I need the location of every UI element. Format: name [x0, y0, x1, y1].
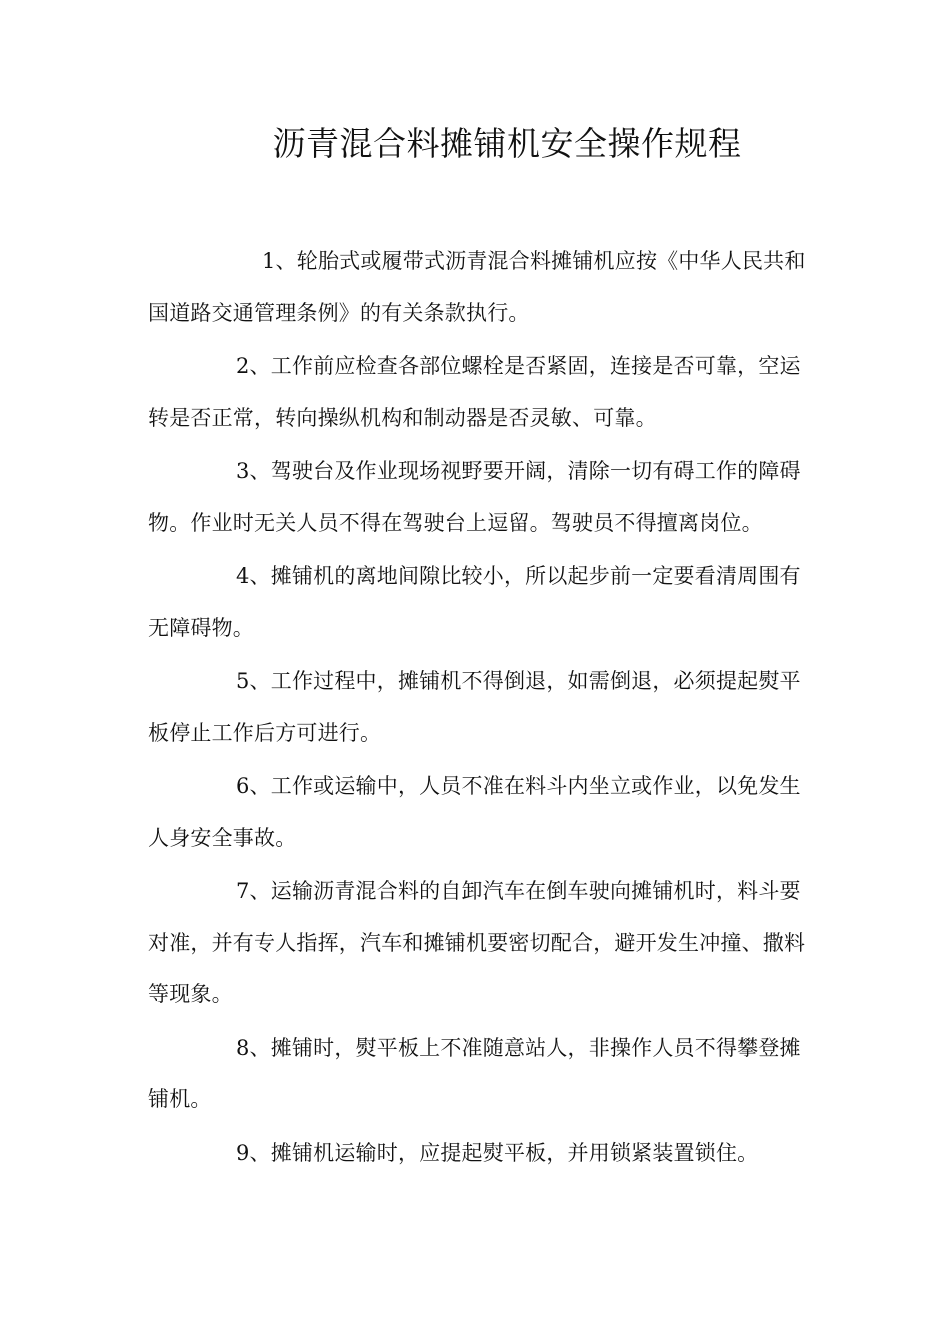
paragraph-4: 4、摊铺机的离地间隙比较小，所以起步前一定要看清周围有无障碍物。	[148, 564, 801, 640]
paragraph-7: 7、运输沥青混合料的自卸汽车在倒车驶向摊铺机时，料斗要对准，并有专人指挥，汽车和摊铺机要密切配合，避开发生冲撞、撒料等现象。	[148, 879, 806, 1006]
paragraph-8: 8、摊铺时，熨平板上不准随意站人，非操作人员不得攀登摊铺机。	[148, 1035, 801, 1111]
paragraph-6: 6、工作或运输中，人员不准在料斗内坐立或作业，以免发生人身安全事故。	[148, 774, 801, 850]
paragraph-3: 3、驾驶台及作业现场视野要开阔，清除一切有碍工作的障碍物。作业时无关人员不得在驾驶台上逗留。驾驶员不得擅离岗位。	[148, 459, 801, 535]
paragraph-5: 5、工作过程中，摊铺机不得倒退，如需倒退，必须提起熨平板停止工作后方可进行。	[148, 669, 801, 745]
document-body	[148, 236, 810, 1181]
paragraph-2: 2、工作前应检查各部位螺栓是否紧固，连接是否可靠，空运转是否正常，转向操纵机构和制动器是否灵敏、可靠。	[148, 354, 801, 430]
document-title: 沥青混合料摊铺机安全操作规程	[272, 124, 742, 163]
paragraph-9: 9、摊铺机运输时，应提起熨平板，并用锁紧装置锁住。	[236, 1140, 759, 1165]
paragraph-1: 1、轮胎式或履带式沥青混合料摊铺机应按《中华人民共和国道路交通管理条例》的有关条款执行。	[148, 249, 806, 325]
